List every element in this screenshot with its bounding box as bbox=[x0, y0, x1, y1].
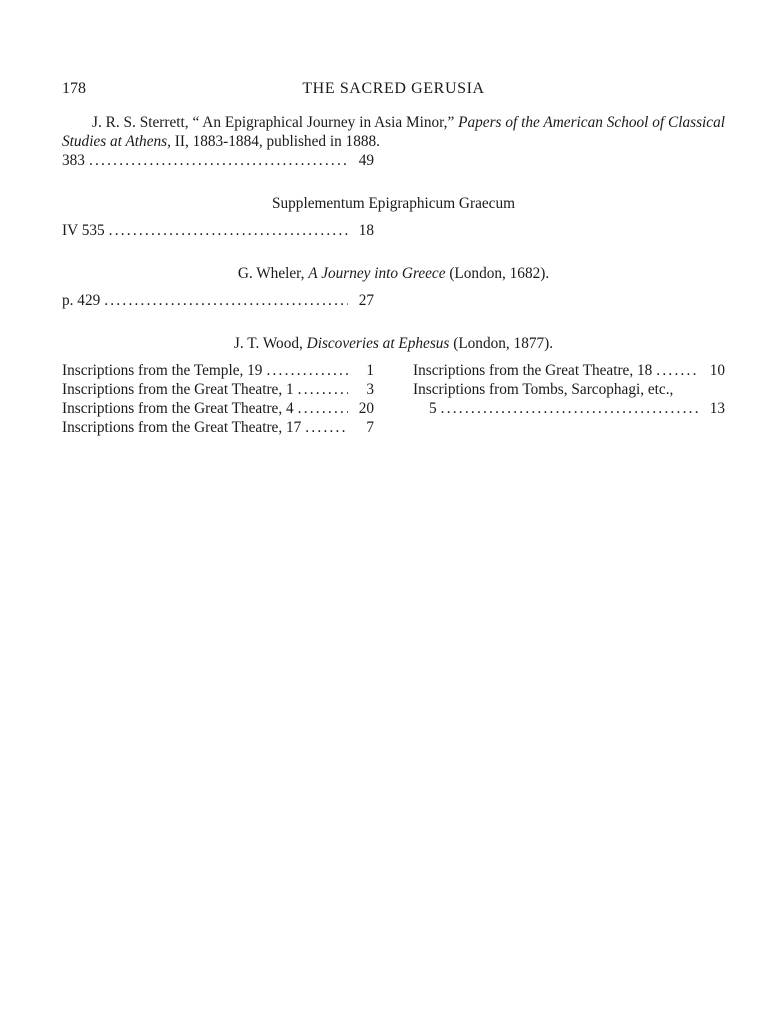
index-entry bbox=[413, 361, 725, 380]
index-entry bbox=[62, 399, 374, 418]
sterrett-citation bbox=[62, 113, 725, 151]
entry-number: 13 bbox=[709, 400, 725, 417]
entry-ref: Inscriptions from the Great Theatre, 17 bbox=[62, 419, 302, 436]
leader-dots bbox=[109, 221, 348, 240]
wheler-title: A Journey into Greece bbox=[308, 265, 446, 282]
index-entry bbox=[62, 418, 374, 437]
entry-ref: Inscriptions from the Great Theatre, 18 bbox=[413, 362, 653, 379]
leader-dots bbox=[104, 291, 348, 310]
wood-left-column bbox=[62, 361, 374, 437]
leader-dots bbox=[656, 361, 699, 380]
entry-number: 3 bbox=[366, 381, 374, 398]
wood-section bbox=[62, 334, 725, 437]
wheler-details: (London, 1682). bbox=[449, 265, 550, 282]
leader-dots bbox=[305, 418, 348, 437]
seg-section bbox=[62, 194, 725, 240]
entry-number: 20 bbox=[358, 400, 374, 417]
entry-ref: 5 bbox=[429, 400, 437, 417]
wrapped-entry-first-line: Inscriptions from Tombs, Sarcophagi, etc., bbox=[413, 381, 674, 398]
entry-ref: 383 bbox=[62, 152, 85, 169]
entry-ref: p. 429 bbox=[62, 292, 101, 309]
index-entry bbox=[62, 291, 374, 310]
leader-dots bbox=[266, 361, 348, 380]
seg-heading: Supplementum Epigraphicum Graecum bbox=[272, 195, 515, 212]
wood-author: J. T. Wood, bbox=[233, 335, 303, 352]
sterrett-article: “ An Epigraphical Journey in Asia Minor,” bbox=[192, 114, 455, 131]
sterrett-author: J. R. S. Sterrett, bbox=[92, 114, 189, 131]
entry-ref: Inscriptions from the Great Theatre, 4 bbox=[62, 400, 294, 417]
sterrett-details: II, 1883-1884, published in 1888. bbox=[174, 133, 380, 150]
entry-number: 1 bbox=[366, 362, 374, 379]
wood-entries bbox=[62, 361, 725, 437]
index-entry bbox=[413, 399, 725, 418]
index-entry bbox=[62, 361, 374, 380]
wood-right-column bbox=[413, 361, 725, 437]
leader-dots bbox=[89, 151, 348, 170]
wheler-section bbox=[62, 264, 725, 310]
wood-heading bbox=[62, 334, 725, 353]
page-number: 178 bbox=[62, 80, 86, 97]
wheler-author: G. Wheler, bbox=[237, 265, 305, 282]
entry-number: 49 bbox=[358, 152, 374, 169]
document-page bbox=[62, 79, 725, 437]
running-head: THE SACRED GERUSIA bbox=[302, 80, 485, 97]
leader-dots bbox=[298, 380, 348, 399]
sterrett-journal: Papers of the American School of Classical Studies at Athens, bbox=[62, 114, 725, 150]
index-entry bbox=[62, 151, 374, 170]
sterrett-section bbox=[62, 113, 725, 170]
leader-dots bbox=[298, 399, 348, 418]
leader-dots bbox=[441, 399, 699, 418]
page-header bbox=[62, 79, 725, 103]
entry-ref: IV 535 bbox=[62, 222, 105, 239]
entry-number: 10 bbox=[709, 362, 725, 379]
index-entry bbox=[62, 380, 374, 399]
wheler-heading bbox=[62, 264, 725, 283]
entry-number: 18 bbox=[358, 222, 374, 239]
entry-number: 7 bbox=[366, 419, 374, 436]
entry-number: 27 bbox=[358, 292, 374, 309]
index-entry bbox=[62, 221, 374, 240]
entry-ref: Inscriptions from the Temple, 19 bbox=[62, 362, 263, 379]
wood-details: (London, 1877). bbox=[453, 335, 554, 352]
wood-title: Discoveries at Ephesus bbox=[306, 335, 450, 352]
entry-ref: Inscriptions from the Great Theatre, 1 bbox=[62, 381, 294, 398]
